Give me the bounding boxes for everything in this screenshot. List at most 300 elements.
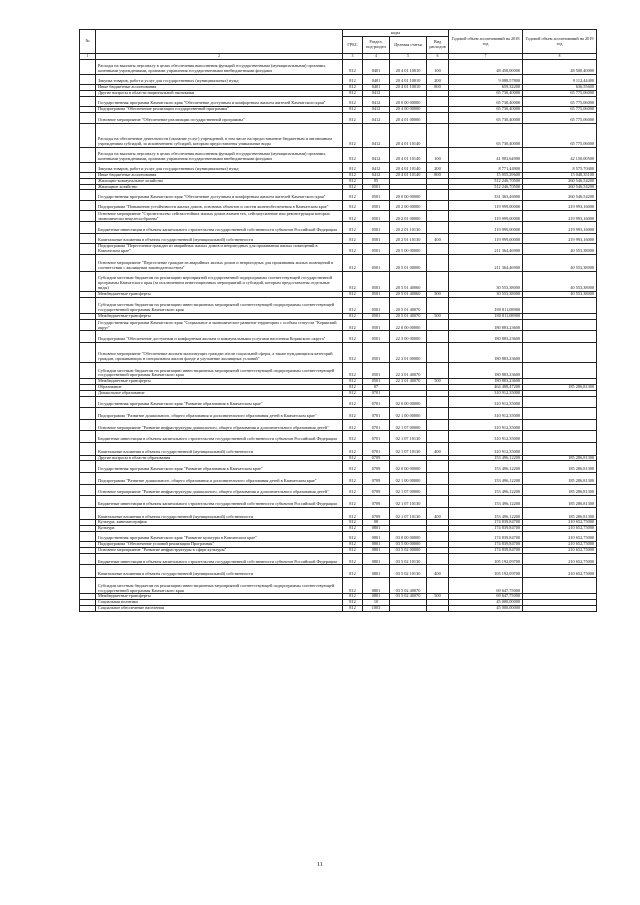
row-number-cell [80,605,96,611]
row-amount-2018: 105 192,09700 [449,565,523,578]
row-razdel: 0412 [363,147,390,162]
row-razdel: 0709 [363,496,390,508]
row-amount-2019: 48 500,40000 [523,59,597,74]
row-number-cell [80,210,96,222]
row-grbs: 812 [343,254,363,271]
row-amount-2018: 180 883,23600 [449,331,523,343]
row-vid [427,408,449,420]
row-number-cell [80,112,96,124]
row-number-cell [80,222,96,234]
row-amount-2018: 512 246,70500 [449,178,523,184]
row-razdel: 0412 [363,96,390,106]
row-razdel: 0501 [363,244,390,255]
row-amount-2018: 180 883,23600 [449,319,523,331]
row-grbs: 812 [343,244,363,255]
row-amount-2018: 211 364,46900 [449,244,523,255]
row-number-cell [80,362,96,378]
row-amount-2019: 185 286,81300 [523,385,597,391]
row-vid: 500 [427,314,449,320]
row-description: Субсидии местным бюджетам на реализацию инвестиционных мероприятий соответствующей подпрограммы соответствующей государственной программы Камчатского края [96,577,343,593]
row-amount-2019: 65 775,06000 [523,112,597,124]
row-vid [427,531,449,541]
row-number-cell [80,319,96,331]
row-description: Государственная программа Камчатского края "Развитие образования в Камчатском крае" [96,461,343,473]
row-celevaya: 22 0 00 00000 [390,319,427,331]
row-celevaya [390,605,427,611]
row-vid: 500 [427,379,449,385]
row-vid [427,272,449,292]
row-razdel: 0412 [363,162,390,172]
row-amount-2018: 310 912,35000 [449,431,523,443]
row-razdel: 0801 [363,547,390,553]
row-celevaya: 20 5 01 40060 [390,272,427,292]
row-razdel: 08 [363,520,390,526]
row-amount-2019: 8 575,70400 [523,162,597,172]
row-number-cell [80,96,96,106]
table-row [80,162,597,172]
row-number-cell [80,297,96,313]
row-amount-2019: 185 286,81300 [523,461,597,473]
row-amount-2018: 65 730,40000 [449,106,523,112]
row-vid [427,343,449,363]
row-number-cell [80,531,96,541]
row-description: Иные бюджетные ассигнования [96,172,343,178]
row-vid [427,496,449,508]
row-description: Подпрограмма "Обеспечение реализации государственной программы" [96,106,343,112]
row-grbs: 812 [343,390,363,396]
row-razdel: 0801 [363,565,390,578]
row-amount-2018: 45 000,00000 [449,605,523,611]
table-row [80,408,597,420]
table-row [80,112,597,124]
row-vid [427,96,449,106]
row-description: Жилищно-коммунальное хозяйство [96,178,343,184]
table-row [80,396,597,408]
row-celevaya: 20 2 00 00000 [390,200,427,210]
row-amount-2019: 185 286,81300 [523,507,597,520]
row-number-cell [80,431,96,443]
row-amount-2019: 210 652,75000 [523,531,597,541]
row-amount-2019: 260 546,54200 [523,190,597,200]
table-row [80,74,597,84]
row-description: Социальное обеспечение населения [96,605,343,611]
row-grbs: 812 [343,233,363,243]
row-number-cell [80,200,96,210]
row-amount-2018: 65 730,40000 [449,124,523,148]
table-row [80,124,597,148]
row-celevaya: 20 4 01 10010 [390,59,427,74]
index-cell: 1 [80,54,96,60]
row-razdel: 0412 [363,172,390,178]
row-amount-2019: 40 553,38000 [523,291,597,297]
row-amount-2018: 174 839,84700 [449,542,523,548]
row-number-cell [80,343,96,363]
row-celevaya: 20 4 01 10010 [390,84,427,90]
row-grbs: 812 [343,565,363,578]
row-razdel: 0709 [363,484,390,496]
row-razdel: 0501 [363,291,390,297]
row-grbs: 812 [343,190,363,200]
row-number-cell [80,496,96,508]
row-celevaya: 20 4 01 00000 [390,112,427,124]
row-amount-2019: 185 286,81300 [523,455,597,461]
row-number-cell [80,74,96,84]
row-vid: 100 [427,147,449,162]
index-cell: 7 [449,54,523,60]
row-vid [427,124,449,148]
row-description: Капитальные вложения в объекты государственной (муниципальной) собственности [96,565,343,578]
row-amount-2019 [523,343,597,363]
row-celevaya: 02 1 07 10130 [390,496,427,508]
row-amount-2019 [523,319,597,331]
row-amount-2018: 180 883,23600 [449,379,523,385]
row-description: Основное мероприятие "Обеспечение реализации государственной программы" [96,112,343,124]
table-row [80,96,597,106]
row-razdel: 0701 [363,396,390,408]
row-vid: 500 [427,291,449,297]
row-celevaya: 02 1 07 00000 [390,419,427,431]
row-description: Подпрограмма "Повышение устойчивости жилых домов, основных объектов и систем жизнеобеспечения в Камчатском крае" [96,200,343,210]
row-celevaya: 02 1 07 10130 [390,442,427,455]
row-amount-2019 [523,431,597,443]
col-name-header [96,30,343,54]
row-description: Культура [96,526,343,532]
row-razdel: 0801 [363,526,390,532]
row-razdel: 0412 [363,106,390,112]
row-razdel: 0501 [363,254,390,271]
row-amount-2018: 119 999,00000 [449,210,523,222]
table-row [80,210,597,222]
row-amount-2019: 210 652,75000 [523,526,597,532]
row-amount-2019: 210 652,75000 [523,547,597,553]
row-vid [427,419,449,431]
row-vid [427,222,449,234]
row-description: Другие вопросы в области национальной экономики [96,90,343,96]
row-vid: 400 [427,442,449,455]
row-description: Основное мероприятие "Переселение граждан из аварийных жилых домов и непригодных для проживания жилых помещений в соответствии с жилищным законодательством" [96,254,343,271]
row-razdel: 0701 [363,419,390,431]
row-grbs: 812 [343,419,363,431]
row-vid [427,362,449,378]
row-amount-2018: 310 912,35000 [449,396,523,408]
row-grbs: 812 [343,547,363,553]
row-amount-2018: 153 496,12200 [449,455,523,461]
row-celevaya: 20 5 01 40070 [390,297,427,313]
row-razdel: 0801 [363,553,390,565]
row-celevaya: 20 5 01 40060 [390,291,427,297]
row-description: Подпрограмма "Обеспечение условий реализации Программы" [96,542,343,548]
row-amount-2019: 185 286,81300 [523,496,597,508]
row-amount-2019: 65 775,06000 [523,124,597,148]
row-description: Государственная программа Камчатского края "Развитие образования в Камчатском крае" [96,396,343,408]
row-celevaya: 02 0 00 00000 [390,396,427,408]
row-amount-2018: 310 912,35000 [449,442,523,455]
row-grbs: 812 [343,124,363,148]
row-amount-2019 [523,297,597,313]
row-description: Основное мероприятие "Развитие инфраструктуры в сфере культуры" [96,547,343,553]
row-description: Основное мероприятие "Строительство сейсмостойких жилых домов взамен тех, сейсмоусиление или реконструкция которых экономически нецелесообразны" [96,210,343,222]
table-row [80,147,597,162]
row-vid [427,461,449,473]
row-celevaya: 02 1 00 00000 [390,408,427,420]
row-celevaya: 20 4 01 10140 [390,162,427,172]
table-row [80,472,597,484]
row-description: Межбюджетные трансферты [96,594,343,600]
row-grbs: 812 [343,162,363,172]
row-description: Социальная политика [96,600,343,606]
table-row [80,507,597,520]
table-row [80,484,597,496]
table-row [80,461,597,473]
row-celevaya: 03 0 00 00000 [390,531,427,541]
row-description: Дошкольное образование [96,390,343,396]
row-vid [427,319,449,331]
row-grbs: 812 [343,605,363,611]
row-number-cell [80,461,96,473]
row-description: Бюджетные инвестиции в объекты капитального строительства государственной собственности субъектов Российской Федерации [96,222,343,234]
row-number-cell [80,565,96,578]
row-amount-2018: 119 999,00000 [449,233,523,243]
row-vid: 800 [427,84,449,90]
index-cell: 3 [343,54,363,60]
row-amount-2018: 310 912,35000 [449,390,523,396]
row-number-cell [80,472,96,484]
row-grbs: 812 [343,396,363,408]
row-amount-2019 [523,408,597,420]
page-number: 11 [317,862,323,868]
row-amount-2018: 331 363,46900 [449,190,523,200]
row-celevaya: 02 1 00 00000 [390,472,427,484]
table-row [80,577,597,593]
row-celevaya: 20 4 01 10140 [390,172,427,178]
row-grbs: 812 [343,442,363,455]
row-grbs: 812 [343,172,363,178]
row-grbs: 812 [343,461,363,473]
row-amount-2018: 15 055,29600 [449,172,523,178]
row-description: Основное мероприятие "Развитие инфраструктуры дошкольного, общего образования и дополнительного образования детей" [96,484,343,496]
row-number-cell [80,577,96,593]
row-amount-2019: 15 048,35100 [523,172,597,178]
index-cell: 4 [363,54,390,60]
row-vid [427,210,449,222]
row-grbs: 812 [343,112,363,124]
row-grbs: 812 [343,526,363,532]
row-grbs: 812 [343,272,363,292]
row-amount-2018: 180 883,23600 [449,362,523,378]
row-celevaya: 22 3 01 40070 [390,362,427,378]
row-amount-2019: 65 775,06000 [523,96,597,106]
row-vid: 200 [427,74,449,84]
row-vid: 500 [427,594,449,600]
row-amount-2018: 153 496,12200 [449,496,523,508]
row-razdel: 0801 [363,594,390,600]
row-number-cell [80,254,96,271]
row-amount-2018: 119 999,00000 [449,222,523,234]
row-number-cell [80,190,96,200]
row-vid: 400 [427,507,449,520]
row-celevaya: 20 4 01 10010 [390,74,427,84]
col-razdel-header: Раздел, под-раздел [363,37,390,54]
row-amount-2018: 153 496,12200 [449,484,523,496]
row-number-cell [80,419,96,431]
row-razdel: 0501 [363,319,390,331]
row-amount-2019: 210 652,75000 [523,553,597,565]
table-row [80,565,597,578]
row-description: Закупка товаров, работ и услуг для государственных (муниципальных) нужд [96,74,343,84]
row-razdel: 0501 [363,233,390,243]
row-razdel: 0701 [363,390,390,396]
row-description: Расходы на выплаты персоналу в целях обеспечения выполнения функций государственными (муниципальными) органами, казенными учреждениями, органами управления государственными внебюджетными фондами [96,147,343,162]
row-amount-2018: 174 839,84700 [449,547,523,553]
row-grbs: 812 [343,59,363,74]
row-number-cell [80,442,96,455]
row-amount-2018: 174 839,84700 [449,526,523,532]
row-number-cell [80,331,96,343]
row-number-cell [80,396,96,408]
table-row [80,272,597,292]
col-celevaya-header: Целевая статья [390,37,427,54]
row-amount-2018: 65 730,40000 [449,112,523,124]
row-amount-2018: 105 192,09700 [449,553,523,565]
table-row [80,297,597,313]
row-grbs: 812 [343,553,363,565]
row-vid: 400 [427,565,449,578]
row-description: Основное мероприятие "Развитие инфраструктуры дошкольного, общего образования и дополнительного образования детей" [96,419,343,431]
row-description: Культура, кинематография [96,520,343,526]
row-amount-2018: 180 811,08900 [449,297,523,313]
row-amount-2019 [523,577,597,593]
row-vid [427,297,449,313]
row-celevaya: 20 2 01 10130 [390,222,427,234]
row-razdel: 0709 [363,455,390,461]
row-amount-2018: 8 771,44900 [449,162,523,172]
row-description: Субсидии местным бюджетам на реализацию инвестиционных мероприятий соответствующей подпрограммы соответствующей государственной программы Камчатского края [96,297,343,313]
row-amount-2018: 45 000,00000 [449,600,523,606]
row-razdel: 0401 [363,59,390,74]
row-razdel: 10 [363,600,390,606]
row-celevaya: 22 3 01 00000 [390,343,427,363]
row-description: Субсидии местным бюджетам на реализацию мероприятий государственной подпрограммы соответствующей государственной программы Камчатского края (за исключением инвестиционных мероприятий и субсидий, которым предоставлены отдельные виды) [96,272,343,292]
row-grbs: 812 [343,106,363,112]
row-razdel: 0501 [363,184,390,190]
row-grbs: 812 [343,210,363,222]
row-amount-2018: 153 496,12200 [449,461,523,473]
row-amount-2019: 65 775,06000 [523,90,597,96]
row-grbs: 812 [343,577,363,593]
row-amount-2018: 464 408,47200 [449,385,523,391]
row-amount-2019: 185 286,81300 [523,484,597,496]
row-razdel: 0501 [363,379,390,385]
row-grbs: 812 [343,96,363,106]
row-celevaya: 20 0 00 00000 [390,190,427,200]
row-grbs: 812 [343,385,363,391]
row-amount-2018: 174 839,84700 [449,520,523,526]
row-razdel: 0501 [363,200,390,210]
table-row [80,343,597,363]
row-grbs: 812 [343,184,363,190]
row-description: Капитальные вложения в объекты государственной (муниципальной) собственности [96,507,343,520]
row-grbs: 812 [343,200,363,210]
row-amount-2019: 219 993,16000 [523,222,597,234]
codes-group-header: коды [343,30,449,37]
row-amount-2018: 65 730,40000 [449,90,523,96]
row-amount-2019: 65 775,06000 [523,106,597,112]
row-number-cell [80,147,96,162]
col-number-header: № [80,30,96,54]
row-celevaya: 03 5 02 10130 [390,553,427,565]
row-razdel: 0501 [363,331,390,343]
row-amount-2018: 69 647,75000 [449,577,523,593]
row-amount-2018: 48 450,00000 [449,59,523,74]
row-amount-2018: 174 839,84700 [449,531,523,541]
index-cell: 6 [427,54,449,60]
row-celevaya: 02 1 07 10130 [390,507,427,520]
row-razdel: 07 [363,385,390,391]
row-grbs: 812 [343,431,363,443]
col-2018-header: Годовой объем ассигнований на 2018 год [449,30,523,54]
row-razdel: 0401 [363,74,390,84]
row-description: Расходы на обеспечение деятельности (оказание услуг) учреждений, в том числе на предоставление бюджетным и автономным учреждениям субсидий, за исключением субсидий, которым предоставлены уникальные виды [96,124,343,148]
row-grbs: 812 [343,507,363,520]
row-amount-2019: 40 553,38000 [523,272,597,292]
row-razdel: 0501 [363,272,390,292]
row-vid [427,396,449,408]
row-razdel: 0501 [363,343,390,363]
row-grbs: 812 [343,297,363,313]
row-celevaya: 20 4 00 00000 [390,106,427,112]
row-number-cell [80,553,96,565]
row-razdel: 0801 [363,542,390,548]
col-vid-header: Вид расходов [427,37,449,54]
row-grbs: 812 [343,455,363,461]
row-description: Жилищное хозяйство [96,184,343,190]
row-celevaya: 20 5 00 00000 [390,244,427,255]
row-grbs: 812 [343,90,363,96]
row-razdel: 0501 [363,210,390,222]
col-2019-header: Годовой объем ассигнований на 2019 год [523,30,597,54]
row-grbs: 812 [343,362,363,378]
row-celevaya: 03 5 02 40070 [390,594,427,600]
table-body [80,59,597,611]
row-amount-2018: 512 246,70500 [449,184,523,190]
row-number-cell [80,244,96,255]
row-amount-2019: 260 546,54200 [523,184,597,190]
row-amount-2018: 65 730,40000 [449,96,523,106]
row-description: Иные бюджетные ассигнования [96,84,343,90]
row-vid: 400 [427,233,449,243]
row-description: Подпрограмма "Развитие дошкольного, общего образования и дополнительного образования детей в Камчатском крае" [96,408,343,420]
row-amount-2019: 210 652,75000 [523,542,597,548]
row-description: Капитальные вложения в объекты государственной (муниципальной) собственности [96,442,343,455]
row-razdel: 0801 [363,531,390,541]
row-razdel: 0701 [363,431,390,443]
row-grbs: 812 [343,147,363,162]
row-grbs: 812 [343,74,363,84]
row-description: Бюджетные инвестиции в объекты капитального строительства государственной собственности субъектов Российской Федерации [96,496,343,508]
row-amount-2018: 180 883,23600 [449,343,523,363]
row-grbs: 812 [343,531,363,541]
row-celevaya: 20 4 01 10140 [390,124,427,148]
table-row [80,531,597,541]
row-razdel: 0709 [363,507,390,520]
index-cell: 5 [390,54,427,60]
row-amount-2019: 210 652,75000 [523,565,597,578]
row-grbs: 812 [343,222,363,234]
row-razdel: 0701 [363,442,390,455]
row-description: Межбюджетные трансферты [96,314,343,320]
row-vid [427,244,449,255]
row-amount-2018: 119 999,00000 [449,200,523,210]
